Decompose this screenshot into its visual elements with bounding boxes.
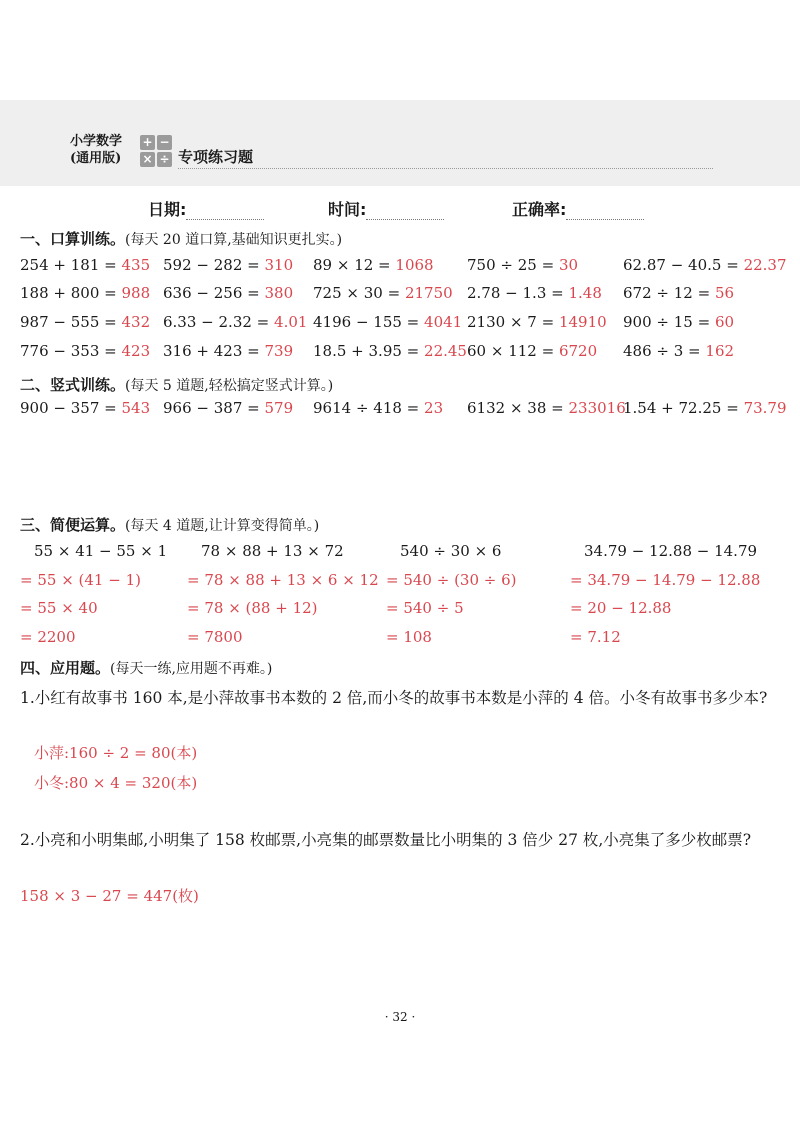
series-label (70, 133, 122, 167)
vertical-calc-question: 9614 ÷ 418 = (313, 399, 420, 417)
section-2-title: 二、竖式训练。 (20, 376, 126, 394)
time-field (328, 197, 444, 220)
plus-icon: + (140, 135, 155, 150)
oral-calc-answer: 739 (264, 342, 294, 360)
oral-calc-answer: 22.37 (743, 256, 787, 274)
simplify-step: = 78 × 88 + 13 × 6 × 12 (187, 571, 379, 589)
oral-calc-item (467, 313, 607, 331)
oral-calc-answer: 988 (121, 284, 151, 302)
oral-calc-item (467, 342, 597, 360)
oral-calc-answer: 22.45 (424, 342, 467, 360)
series-line-2: (通用版) (70, 151, 122, 166)
date-blank[interactable] (186, 203, 264, 220)
minus-icon: − (157, 135, 172, 150)
word-problem-1-answer-1: 小萍:160 ÷ 2 = 80(本) (34, 744, 198, 762)
simplify-step: = 55 × 40 (20, 599, 98, 617)
oral-calc-item (20, 284, 150, 302)
section-4-title: 四、应用题。 (20, 659, 111, 677)
vertical-calc-item (467, 399, 626, 417)
section-3-heading (20, 514, 319, 535)
simplify-step: = 55 × (41 − 1) (20, 571, 141, 589)
simplify-step: = 108 (386, 628, 432, 646)
section-1-note: (每天 20 道口算,基础知识更扎实。) (125, 232, 343, 248)
oral-calc-item (623, 284, 734, 302)
series-line-1: 小学数学 (70, 134, 123, 149)
oral-calc-item (163, 284, 293, 302)
word-problem-1: 1.小红有故事书 160 本,是小萍故事书本数的 2 倍,而小冬的故事书本数是小萍的 4 倍。小冬有故事书多少本? (20, 689, 768, 707)
oral-calc-item (163, 313, 307, 331)
simplify-step: = 78 × (88 + 12) (187, 599, 318, 617)
oral-calc-item (20, 313, 150, 331)
oral-calc-question: 188 + 800 = (20, 284, 117, 302)
oral-calc-item (623, 313, 734, 331)
simplify-step: = 20 − 12.88 (570, 599, 672, 617)
oral-calc-question: 900 ÷ 15 = (623, 313, 711, 331)
simplify-expression: 78 × 88 + 13 × 72 (201, 542, 344, 560)
oral-calc-item (20, 342, 150, 360)
section-2-note: (每天 5 道题,轻松搞定竖式计算。) (125, 378, 334, 394)
oral-calc-answer: 1.48 (568, 284, 602, 302)
oral-calc-answer: 432 (121, 313, 151, 331)
divide-icon: ÷ (157, 152, 172, 167)
accuracy-label: 正确率: (512, 200, 567, 219)
accuracy-field (512, 197, 644, 220)
vertical-calc-item (163, 399, 293, 417)
oral-calc-item (313, 284, 453, 302)
top-margin (0, 0, 800, 100)
vertical-calc-answer: 543 (121, 399, 151, 417)
vertical-calc-item (313, 399, 443, 417)
section-4-note: (每天一练,应用题不再难。) (110, 661, 273, 677)
oral-calc-question: 2130 × 7 = (467, 313, 555, 331)
oral-calc-question: 4196 − 155 = (313, 313, 420, 331)
oral-calc-question: 592 − 282 = (163, 256, 260, 274)
oral-calc-item (623, 256, 787, 274)
section-3-title: 三、简便运算。 (20, 516, 126, 534)
oral-calc-item (20, 256, 150, 274)
page-title: 专项练习题 (178, 148, 254, 166)
word-problem-2-answer-1: 158 × 3 − 27 = 447(枚) (20, 887, 199, 905)
simplify-step: = 540 ÷ 5 (386, 599, 464, 617)
simplify-step: = 34.79 − 14.79 − 12.88 (570, 571, 761, 589)
math-ops-logo-icon (140, 135, 172, 169)
oral-calc-question: 18.5 + 3.95 = (313, 342, 420, 360)
oral-calc-question: 60 × 112 = (467, 342, 555, 360)
oral-calc-item (163, 342, 293, 360)
oral-calc-question: 62.87 − 40.5 = (623, 256, 739, 274)
oral-calc-answer: 162 (705, 342, 735, 360)
oral-calc-answer: 4.01 (274, 313, 308, 331)
word-problem-2: 2.小亮和小明集邮,小明集了 158 枚邮票,小亮集的邮票数量比小明集的 3 倍少 27 枚,小亮集了多少枚邮票? (20, 831, 752, 849)
times-icon: × (140, 152, 155, 167)
oral-calc-question: 725 × 30 = (313, 284, 401, 302)
accuracy-blank[interactable] (566, 203, 644, 220)
header-dotted-rule (178, 168, 713, 169)
simplify-expression: 55 × 41 − 55 × 1 (34, 542, 168, 560)
simplify-expression: 540 ÷ 30 × 6 (400, 542, 502, 560)
vertical-calc-question: 6132 × 38 = (467, 399, 564, 417)
oral-calc-question: 6.33 − 2.32 = (163, 313, 270, 331)
simplify-step: = 540 ÷ (30 ÷ 6) (386, 571, 517, 589)
oral-calc-question: 254 + 181 = (20, 256, 117, 274)
oral-calc-answer: 21750 (404, 284, 453, 302)
oral-calc-question: 750 ÷ 25 = (467, 256, 555, 274)
oral-calc-answer: 60 (714, 313, 735, 331)
simplify-step: = 7800 (187, 628, 243, 646)
date-field (148, 197, 264, 220)
vertical-calc-question: 900 − 357 = (20, 399, 117, 417)
oral-calc-question: 486 ÷ 3 = (623, 342, 701, 360)
vertical-calc-question: 966 − 387 = (163, 399, 260, 417)
vertical-calc-question: 1.54 + 72.25 = (623, 399, 739, 417)
vertical-calc-item (20, 399, 150, 417)
section-4-heading (20, 657, 272, 678)
oral-calc-question: 89 × 12 = (313, 256, 391, 274)
word-problem-1-answer-2: 小冬:80 × 4 = 320(本) (34, 774, 198, 792)
vertical-calc-answer: 73.79 (743, 399, 787, 417)
oral-calc-question: 316 + 423 = (163, 342, 260, 360)
oral-calc-question: 2.78 − 1.3 = (467, 284, 564, 302)
vertical-calc-answer: 233016 (568, 399, 626, 417)
oral-calc-item (467, 256, 578, 274)
simplify-expression: 34.79 − 12.88 − 14.79 (584, 542, 758, 560)
oral-calc-answer: 380 (264, 284, 294, 302)
oral-calc-answer: 1068 (395, 256, 434, 274)
oral-calc-answer: 423 (121, 342, 151, 360)
oral-calc-answer: 310 (264, 256, 294, 274)
oral-calc-item (623, 342, 734, 360)
section-1-title: 一、口算训练。 (20, 230, 126, 248)
oral-calc-item (313, 313, 462, 331)
section-2-heading (20, 374, 333, 395)
oral-calc-item (163, 256, 293, 274)
oral-calc-answer: 4041 (424, 313, 463, 331)
oral-calc-item (313, 256, 434, 274)
oral-calc-question: 672 ÷ 12 = (623, 284, 711, 302)
oral-calc-answer: 30 (558, 256, 579, 274)
oral-calc-item (313, 342, 467, 360)
time-label: 时间: (328, 200, 367, 219)
oral-calc-question: 636 − 256 = (163, 284, 260, 302)
page-number: · 32 · (384, 1010, 416, 1024)
oral-calc-item (467, 284, 602, 302)
oral-calc-answer: 435 (121, 256, 151, 274)
simplify-step: = 2200 (20, 628, 76, 646)
oral-calc-question: 987 − 555 = (20, 313, 117, 331)
oral-calc-answer: 14910 (558, 313, 607, 331)
section-3-note: (每天 4 道题,让计算变得简单。) (125, 518, 320, 534)
oral-calc-question: 776 − 353 = (20, 342, 117, 360)
time-blank[interactable] (366, 203, 444, 220)
simplify-step: = 7.12 (570, 628, 621, 646)
vertical-calc-answer: 23 (424, 399, 444, 417)
vertical-calc-answer: 579 (264, 399, 294, 417)
oral-calc-answer: 56 (714, 284, 735, 302)
section-1-heading (20, 228, 342, 249)
date-label: 日期: (148, 200, 187, 219)
vertical-calc-item (623, 399, 787, 417)
oral-calc-answer: 6720 (558, 342, 598, 360)
